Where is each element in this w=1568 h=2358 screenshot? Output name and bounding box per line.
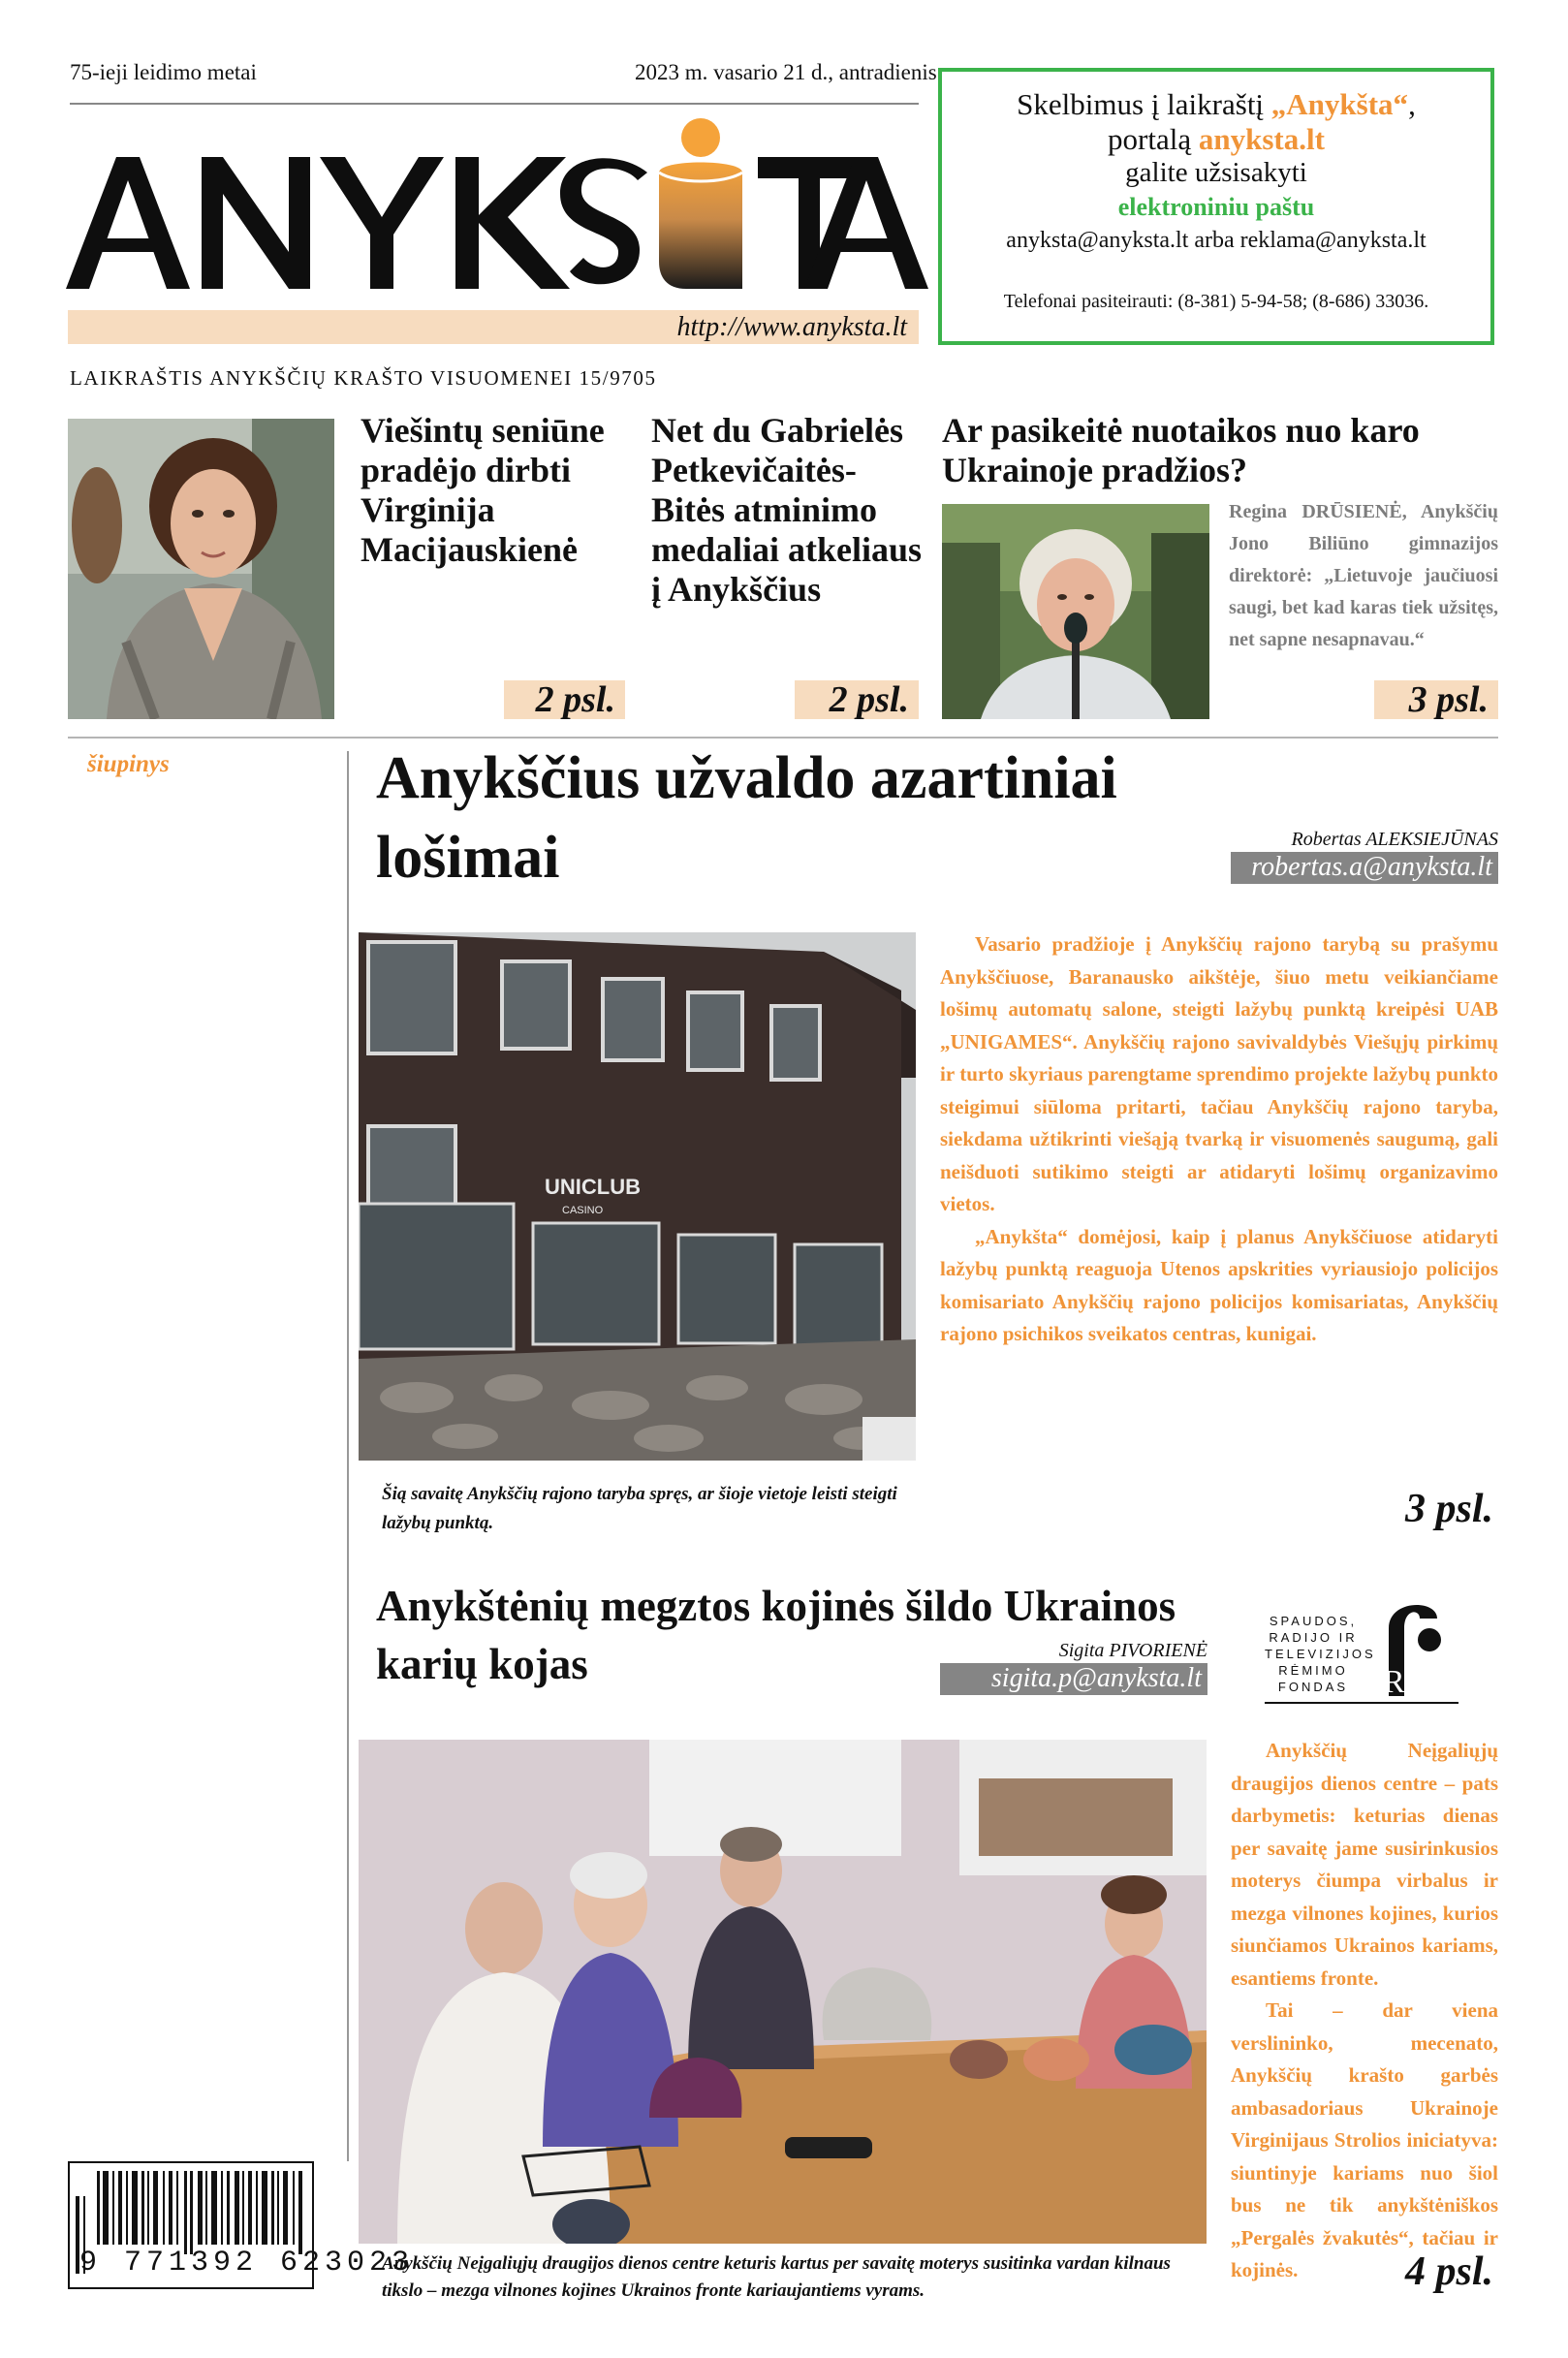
article-2-author: Sigita PIVORIENĖ xyxy=(1058,1640,1207,1661)
teaser-1-photo xyxy=(68,419,334,719)
article-1-lead xyxy=(940,928,1498,1351)
casino-sign-text: UNICLUB xyxy=(545,1175,641,1199)
press-fund-mark: R xyxy=(1383,1664,1405,1700)
teaser-3-page-band xyxy=(1374,680,1498,719)
newspaper-subtitle: LAIKRAŠTIS ANYKŠČIŲ KRAŠTO VISUOMENEI 15/9705 xyxy=(70,366,657,390)
section-label[interactable]: šiupinys xyxy=(87,751,170,777)
press-fund-text: SPAUDOS, RADIJO IR TELEVIZIJOS RĖMIMO FONDAS xyxy=(1265,1614,1376,1694)
teaser-1-page-ref[interactable]: 2 psl. xyxy=(535,679,615,720)
ad-brand-portal[interactable]: anyksta.lt xyxy=(1198,122,1325,156)
ad-email-addresses[interactable]: anyksta@anyksta.lt arba reklama@anyksta.lt xyxy=(1006,228,1427,253)
issue-date: 2023 m. vasario 21 d., antradienis xyxy=(635,60,937,84)
article-1-caption: Šią savaitę Anykščių rajono taryba spręs, ar šioje vietoje leisti steigti lažybų punktą. xyxy=(382,1484,897,1533)
article-1-page-ref[interactable]: 3 psl. xyxy=(1405,1487,1494,1531)
ad-line-2: portalą anyksta.lt xyxy=(1108,122,1325,156)
edition-label: 75-ieji leidimo metai xyxy=(70,60,257,84)
teaser-2-page-ref[interactable]: 2 psl. xyxy=(829,679,909,720)
article-1-photo xyxy=(359,932,916,1461)
article-1-headline[interactable]: Anykščius užvaldo azartiniai lošimai xyxy=(376,745,1117,891)
barcode-number: 9 771392 623023 xyxy=(79,2247,415,2279)
teaser-3-quote: Regina DRŪSIENĖ, Anykščių Jono Biliūno gimnazijos direktorė: „Lietuvoje jaučiuosi saugi, bet kad karas tiek užsitęs, net sapne nesapnavau.“ xyxy=(1229,501,1498,650)
press-fund-underline xyxy=(1265,1702,1458,1704)
teaser-3-headline[interactable]: Ar pasikeitė nuotaikos nuo karo Ukrainoje pradžios? xyxy=(942,411,1420,489)
casino-sign-subtext: CASINO xyxy=(562,1205,604,1216)
advertising-box xyxy=(938,68,1494,345)
teaser-2-page-band xyxy=(795,680,919,719)
article-2-caption: Anykščių Neįgaliųjų draugijos dienos centre keturis kartus per savaitę moterys susitinka vardan kilnaus tikslo – mezga vilnones kojines Ukrainos fronte kariaujantiems vyrams. xyxy=(382,2253,1171,2301)
teaser-3-page-ref[interactable]: 3 psl. xyxy=(1408,679,1489,720)
ad-line-email-heading: elektroniniu paštu xyxy=(1117,193,1315,221)
teaser-3-photo xyxy=(942,504,1209,719)
article-2-page-ref[interactable]: 4 psl. xyxy=(1405,2249,1494,2294)
url-band xyxy=(68,310,919,344)
newspaper-logo[interactable] xyxy=(66,116,928,300)
article-2-lead-paragraph-1: Anykščių Neįgaliųjų draugijos dienos centre – pats darbymetis: keturias dienas per savaitę jame susirinkusios moterys čiumpa virbalus ir mezga vilnones kojines, kurios siunčiamos Ukrainos kariams, esantiems fronte. xyxy=(1231,1739,1498,1990)
ad-line-1: Skelbimus į laikraštį „Anykšta“, xyxy=(1017,87,1416,121)
teaser-1-headline[interactable]: Viešintų seniūne pradėjo dirbti Virginija Macijauskienė xyxy=(361,411,605,569)
article-2-email[interactable]: sigita.p@anyksta.lt xyxy=(940,1663,1207,1695)
article-1-lead-paragraph-1: Vasario pradžioje į Anykščių rajono tarybą su prašymu Anykščiuose, Baranausko aikštėje, šiuo metu veikiančiame lošimų automatų salone, steigti lažybų punktą kreipėsi UAB „UNIGAMES“. Anykščių rajono savivaldybės Viešųjų pirkimų ir turto skyriaus parengtame sprendimo projekte lažybų punkto steigimui siūloma pritarti, tačiau Anykščių rajono taryba, siekdama užtikrinti viešąją tvarką ir visuomenės saugumą, gali neišduoti sutikimo steigti ar atidaryti lošimų organizavimo vietos. xyxy=(940,932,1498,1215)
teaser-1-page-band xyxy=(504,680,625,719)
article-2-lead xyxy=(1231,1735,1498,2287)
article-1-author: Robertas ALEKSIEJŪNAS xyxy=(1291,829,1498,850)
ad-brand-newspaper: „Anykšta“ xyxy=(1270,87,1409,121)
ad-phones: Telefonai pasiteirauti: (8-381) 5-94-58; (8-686) 33036. xyxy=(1003,291,1429,312)
website-link[interactable]: http://www.anyksta.lt xyxy=(676,312,907,342)
article-1-lead-paragraph-2: „Anykšta“ domėjosi, kaip į planus Anykščiuose atidaryti lažybų punktą reaguoja Utenos apskrities vyriausiojo policijos komisariato Anykščių rajono policijos komisariatas, Anykščių rajono psichikos sveikatos centras, kunigai. xyxy=(940,1224,1498,1345)
masthead-divider xyxy=(70,103,919,105)
press-fund-logo xyxy=(1265,1599,1458,1706)
column-divider xyxy=(347,751,349,2161)
teaser-2-headline[interactable]: Net du Gabrielės Petkevičaitės-Bitės atminimo medaliai atkeliaus į Anykščius xyxy=(651,411,923,609)
article-2-lead-paragraph-2: Tai – dar viena verslininko, mecenato, Anykščių krašto garbės ambasadoriaus Ukrainoje Virginijaus Strolios iniciatyva: siuntinyje kariams nuo šiol bus ne tik anykštėniškos „Pergalės žvakutės“, tačiau ir kojinės. xyxy=(1231,1998,1498,2281)
article-1-email[interactable]: robertas.a@anyksta.lt xyxy=(1231,852,1498,884)
ad-line-3: galite užsisakyti xyxy=(1125,157,1307,188)
article-2-photo xyxy=(359,1740,1207,2244)
article-2-headline[interactable]: Anykštėnių megztos kojinės šildo Ukrainos karių kojas xyxy=(376,1582,1176,1688)
